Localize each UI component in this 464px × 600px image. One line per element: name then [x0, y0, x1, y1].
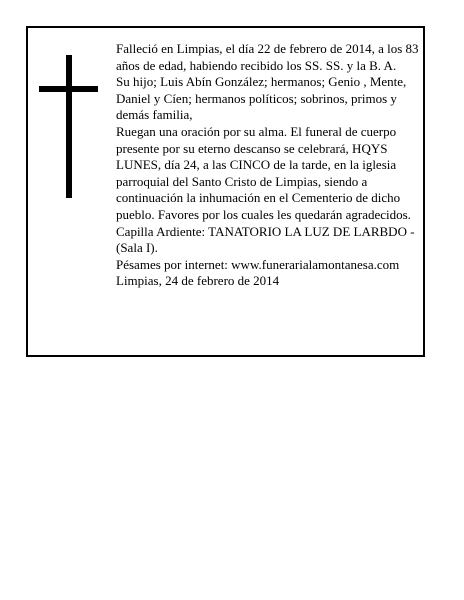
cross-horizontal-bar — [39, 86, 98, 92]
cross-vertical-bar — [66, 55, 72, 198]
death-announcement: Falleció en Limpias, el día 22 de febrero de 2014, a los 83 años de edad, habiendo recibido los SS. SS. y la B. A. — [116, 41, 419, 73]
funeral-details: Ruegan una oración por su alma. El funeral de cuerpo presente por su eterno descanso se celebrará, HQYS LUNES, día 24, a las CINCO de la tarde, en la iglesia parroquial del Santo Cristo de Limpias, siendo a continuación la inhumación en el Cementerio de dicho pueblo. Favores por los cuales les quedarán agradecidos. Capilla Ardiente: TANATORIO LA LUZ DE LARBDO - (Sala I). — [116, 123, 415, 256]
notice-text — [116, 41, 420, 290]
obituary-notice — [26, 26, 425, 357]
condolences-website: Pésames por internet: www.funerarialamontanesa.com — [116, 256, 400, 272]
family-list: Su hijo; Luis Abín González; hermanos; Genio , Mente, Daniel y Cíen; hermanos políticos; sobrinos, primos y demás familia, — [116, 74, 407, 123]
place-and-date: Limpias, 24 de febrero de 2014 — [116, 273, 280, 289]
